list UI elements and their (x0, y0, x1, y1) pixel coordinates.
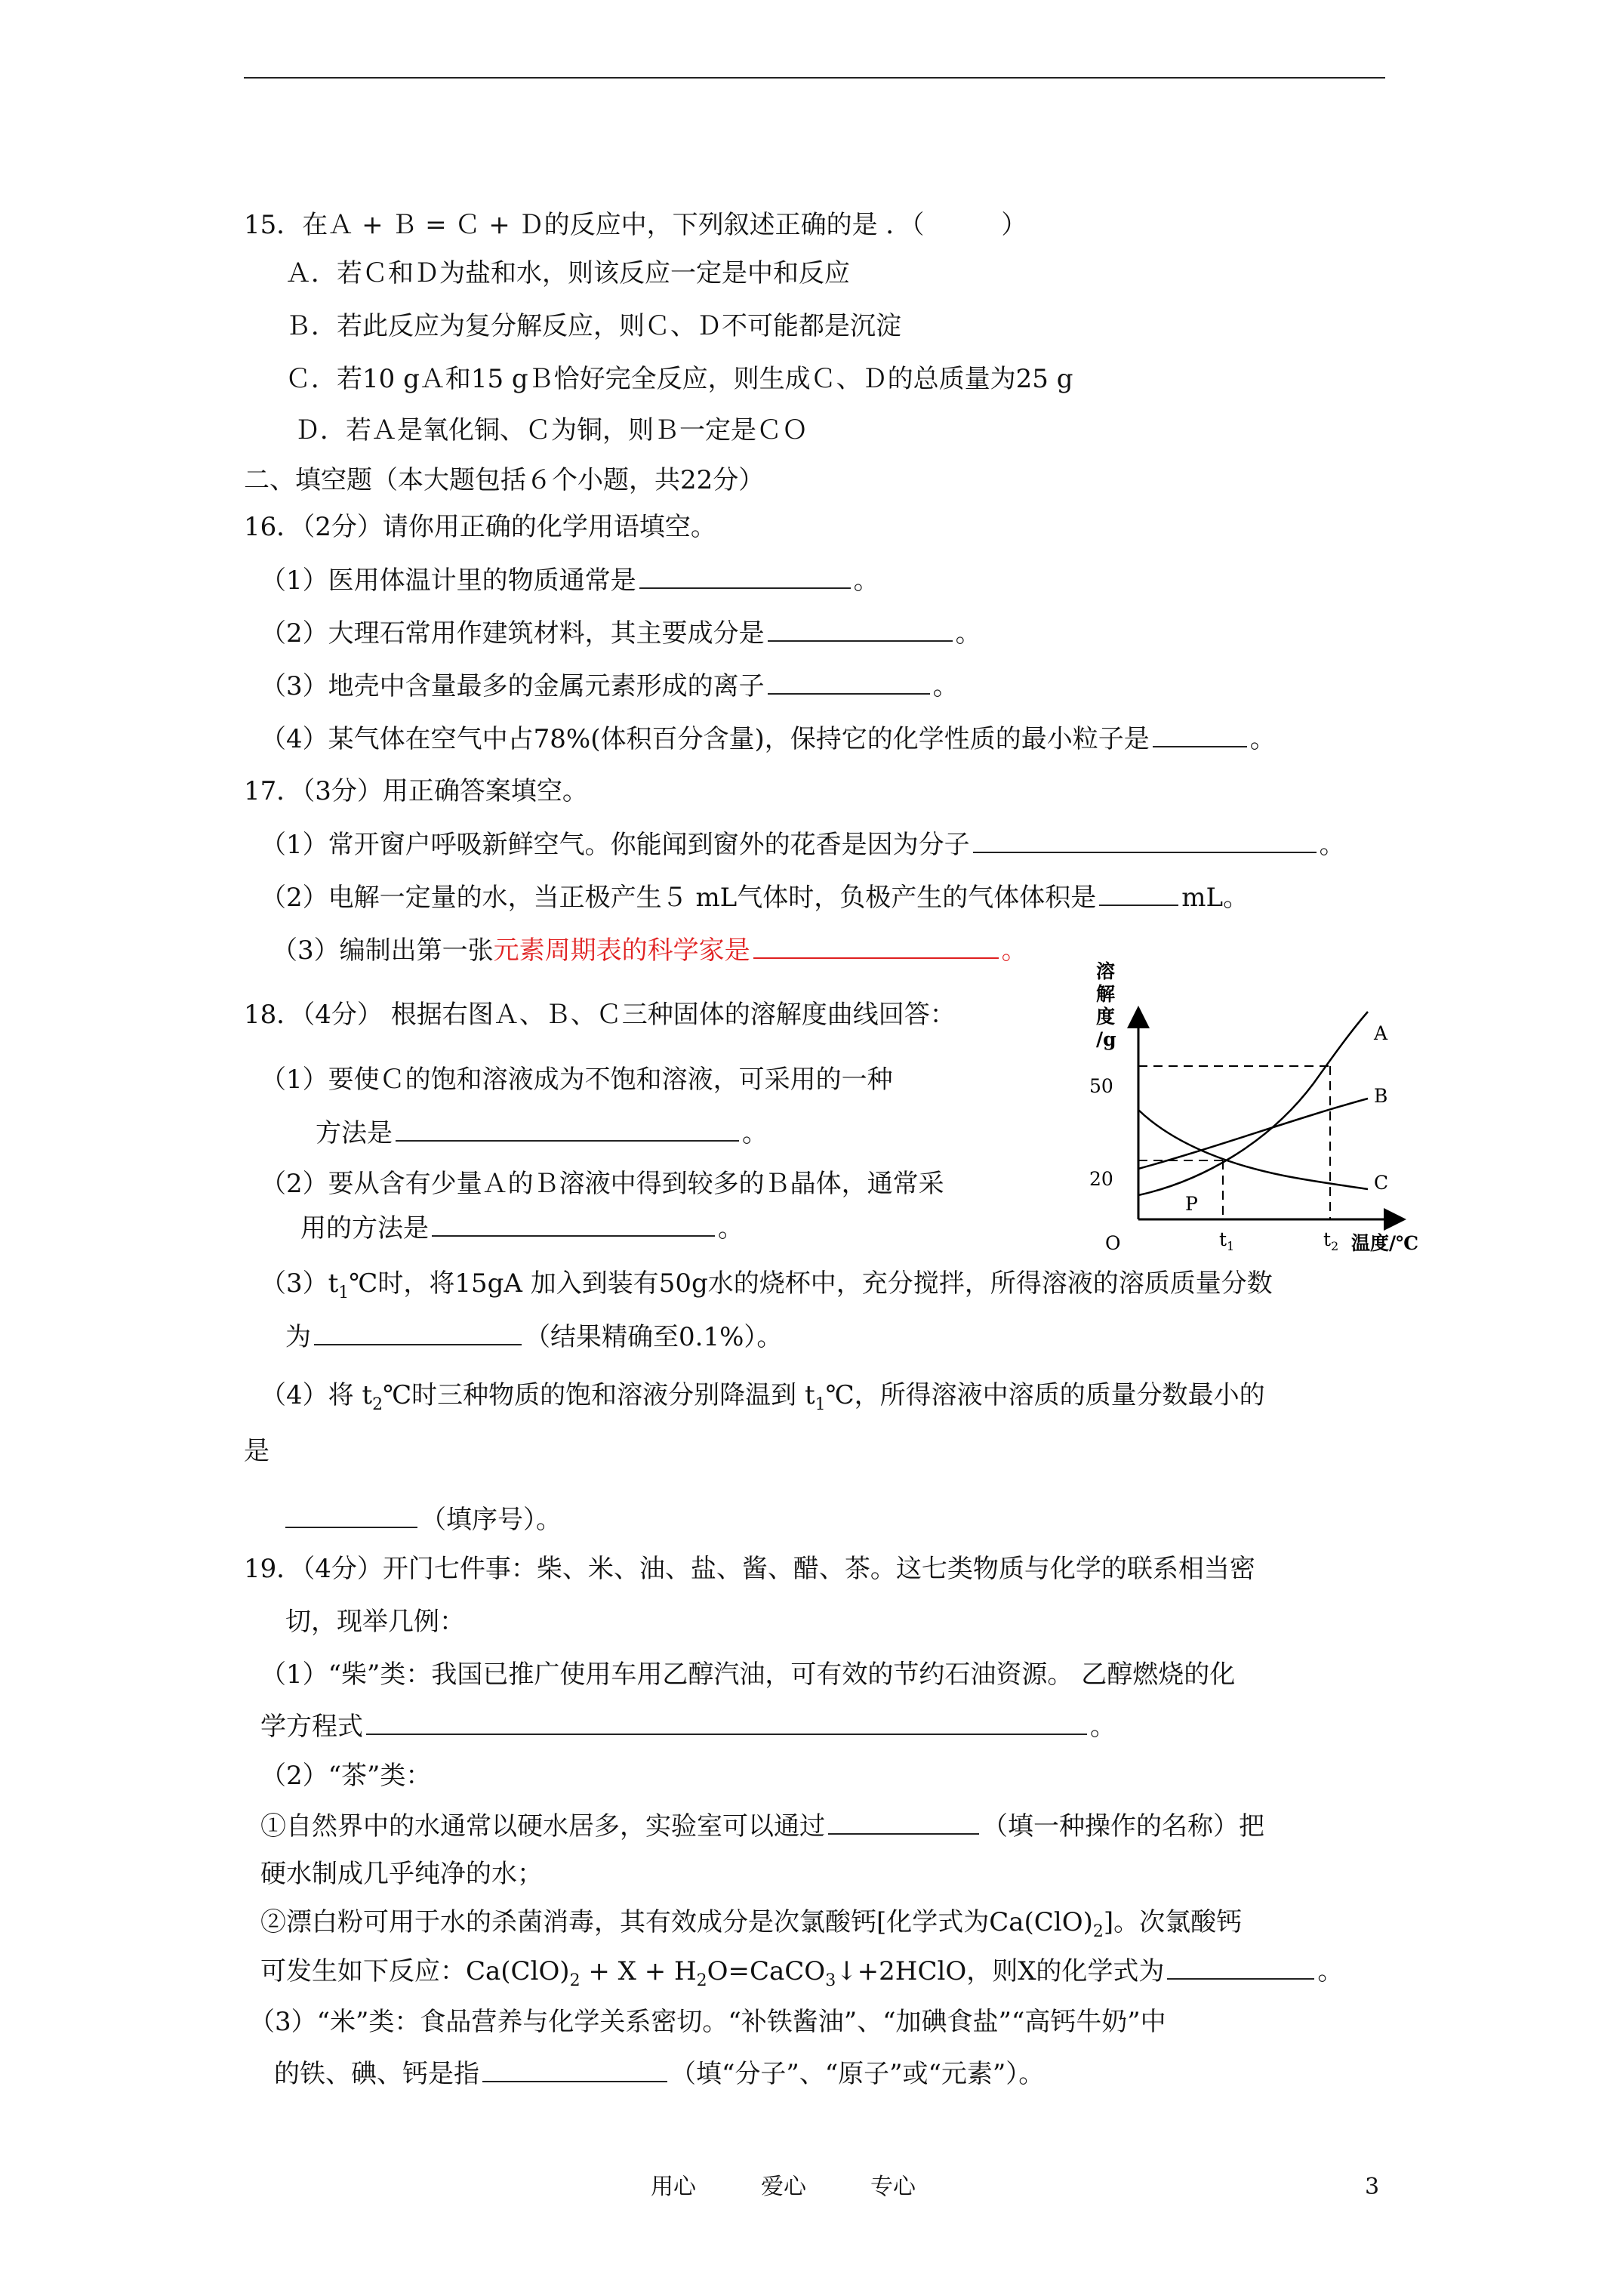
q16-stem: 16．（2分）请你用正确的化学用语填空。 (244, 512, 716, 542)
q19-sub3-line2 (274, 2057, 1044, 2091)
q18-sub4-line2: 是 (244, 1436, 269, 1466)
answer-blank[interactable] (973, 827, 1317, 853)
subscript: 1 (338, 1283, 350, 1302)
q17-sub3-highlight: 元素周期表的科学家是 (493, 935, 750, 966)
x-tick-t1: $t_1$ (1219, 1228, 1235, 1253)
q16-sub4-text: （4）某气体在空气中占78%(体积百分含量)，保持它的化学性质的最小粒子是 (260, 724, 1150, 754)
period: 。 (1319, 830, 1345, 860)
curve-label-b: B (1374, 1085, 1388, 1107)
point-p-label: P (1185, 1193, 1198, 1215)
q17-stem: 17．（3分）用正确答案填空。 (244, 776, 588, 806)
subscript: 3 (825, 1971, 836, 1990)
equation-part: ↓+2HClO，则X的化学式为 (836, 1956, 1165, 1986)
q18-sub4-text: （4）将 t (260, 1380, 373, 1410)
y-axis-label-char: 解 (1096, 983, 1116, 1005)
q18-sub2-line2 (300, 1211, 744, 1245)
q18-sub1-line2 (316, 1116, 768, 1150)
q19-stem-line1: 19．（4分）开门七件事：柴、米、油、盐、酱、醋、茶。这七类物质与化学的联系相当密 (244, 1554, 1255, 1584)
q19-sub2-item1-text-b: （填一种操作的名称）把 (982, 1811, 1264, 1841)
q19-sub2-item1-line1 (260, 1809, 1264, 1843)
q17-sub3 (272, 933, 1027, 967)
q18-sub4-line1 (260, 1379, 1265, 1422)
q19-sub3-text: 的铁、碘、钙是指 (274, 2059, 479, 2089)
answer-blank[interactable] (828, 1809, 979, 1835)
q19-sub3-line1: （3）“米”类：食品营养与化学关系密切。“补铁酱油”、“加碘食盐”“高钙牛奶”中 (249, 2007, 1166, 2037)
q15-option-b: Ｂ．若此反应为复分解反应，则Ｃ、Ｄ不可能都是沉淀 (285, 311, 901, 341)
footer-text-2: 爱心 (761, 2174, 806, 2200)
answer-blank[interactable] (639, 563, 851, 589)
q19-sub2-item1-line2: 硬水制成几乎纯净的水； (260, 1859, 543, 1889)
header-rule (244, 77, 1385, 79)
q18-sub3-text-b: ℃时，将15gA 加入到装有50g水的烧杯中，充分搅拌，所得溶液的溶质质量分数 (349, 1268, 1273, 1299)
period: 。 (955, 618, 981, 649)
q16-sub3 (260, 669, 959, 703)
q17-unit: mL。 (1181, 883, 1249, 913)
footer-text-1: 用心 (651, 2174, 696, 2200)
q19-sub2-item2-line2 (260, 1954, 1343, 1998)
q18-sub4-text-e: （填序号）。 (420, 1505, 562, 1535)
q18-sub2-line1: （2）要从含有少量Ａ的Ｂ溶液中得到较多的Ｂ晶体，通常采 (260, 1169, 944, 1199)
solubility-curve-diagram (1087, 955, 1442, 1253)
y-axis-label-char: 度 (1096, 1006, 1116, 1028)
equation-part: + X + H (580, 1956, 697, 1986)
q19-sub1-line1: （1）“柴”类：我国已推广使用车用乙醇汽油，可有效的节约石油资源。 乙醇燃烧的化 (260, 1660, 1236, 1690)
equation-part: 可发生如下反应：Ca(ClO) (260, 1956, 570, 1986)
x-axis-label: 温度/℃ (1351, 1232, 1419, 1253)
period: 。 (932, 671, 959, 701)
q15-option-d: Ｄ．若Ａ是氧化铜、Ｃ为铜，则Ｂ一定是ＣＯ (294, 415, 808, 445)
period: 。 (1001, 935, 1027, 966)
q16-sub2 (260, 616, 981, 650)
answer-blank[interactable] (1099, 880, 1178, 906)
q17-sub2-text: （2）电解一定量的水，当正极产生５ mL气体时，负极产生的气体体积是 (260, 883, 1097, 913)
q19-sub2-item2-text-b: ]。次氯酸钙 (1103, 1907, 1243, 1937)
x-tick-t2: $t_2$ (1323, 1228, 1339, 1253)
curve-b (1138, 1099, 1368, 1169)
answer-blank[interactable] (482, 2057, 667, 2082)
origin-label: O (1105, 1232, 1121, 1253)
answer-blank[interactable] (396, 1116, 739, 1142)
subscript: 2 (372, 1395, 383, 1414)
subscript: 2 (569, 1971, 581, 1990)
answer-blank[interactable] (314, 1320, 522, 1345)
q17-sub3-text: （3）编制出第一张 (272, 935, 494, 966)
q19-sub2-item2-text: ②漂白粉可用于水的杀菌消毒，其有效成分是次氯酸钙[化学式为Ca(ClO) (260, 1907, 1093, 1937)
q18-stem: 18．（4分） 根据右图Ａ、Ｂ、Ｃ三种固体的溶解度曲线回答： (244, 1000, 956, 1030)
q18-sub3-text-d: （结果精确至0.1%）。 (525, 1322, 783, 1352)
q19-sub3-text-c: （填“分子”、“原子”或“元素”）。 (670, 2059, 1045, 2089)
q16-sub1 (260, 563, 879, 597)
q19-stem-line2: 切，现举几例： (285, 1607, 465, 1637)
answer-blank[interactable] (285, 1502, 417, 1528)
q17-sub1-text: （1）常开窗户呼吸新鲜空气。你能闻到窗外的花香是因为分子 (260, 830, 970, 860)
curve-label-a: A (1374, 1022, 1388, 1044)
answer-blank[interactable] (753, 933, 999, 959)
answer-blank[interactable] (1153, 722, 1247, 747)
q19-sub1-text: 学方程式 (260, 1712, 363, 1742)
equation-part: O=CaCO (707, 1956, 826, 1986)
y-axis-label-char: 溶 (1096, 960, 1116, 982)
answer-blank[interactable] (432, 1211, 715, 1237)
q17-sub1 (260, 827, 1345, 861)
curve-label-c: C (1374, 1172, 1389, 1194)
subscript: 1 (815, 1395, 826, 1414)
period: 。 (718, 1213, 744, 1244)
y-tick-20: 20 (1089, 1168, 1113, 1190)
subscript: 2 (1092, 1922, 1104, 1941)
q16-sub3-text: （3）地壳中含量最多的金属元素形成的离子 (260, 671, 765, 701)
period: 。 (1317, 1956, 1344, 1986)
y-tick-50: 50 (1089, 1075, 1113, 1097)
q17-sub2 (260, 880, 1249, 914)
subscript: 2 (696, 1971, 707, 1990)
q19-sub2-heading: （2）“茶”类： (260, 1761, 432, 1791)
q19-sub2-item2-line1 (260, 1906, 1242, 1949)
q15-option-a: Ａ．若Ｃ和Ｄ为盐和水，则该反应一定是中和反应 (285, 258, 850, 288)
q15-stem: 15．在Ａ + Ｂ = Ｃ + Ｄ的反应中，下列叙述正确的是 ．（ ） (244, 210, 1027, 240)
q18-sub3-line1 (260, 1267, 1273, 1310)
q18-sub1-text: 方法是 (316, 1118, 393, 1148)
period: 。 (742, 1118, 768, 1148)
q19-sub1-line2 (260, 1709, 1116, 1743)
q16-sub2-text: （2）大理石常用作建筑材料，其主要成分是 (260, 618, 765, 649)
q15-option-c: Ｃ．若10 gＡ和15 gＢ恰好完全反应，则生成Ｃ、Ｄ的总质量为25 g (285, 364, 1073, 394)
footer-text-3: 专心 (870, 2174, 916, 2200)
section-heading: 二、填空题（本大题包括６个小题，共22分） (244, 465, 765, 495)
answer-blank[interactable] (768, 669, 930, 695)
curve-c (1138, 1110, 1368, 1189)
q18-sub4-text-b: ℃时三种物质的饱和溶液分别降温到 t (383, 1380, 815, 1410)
answer-blank[interactable] (1167, 1954, 1314, 1980)
q16-sub4 (260, 722, 1276, 756)
q18-sub3-line2 (285, 1320, 782, 1354)
q18-sub4-text-c: ℃，所得溶液中溶质的质量分数最小的 (825, 1380, 1265, 1410)
period: 。 (1249, 724, 1276, 754)
q18-sub3-text-c: 为 (285, 1322, 311, 1352)
q18-sub1-line1: （1）要使Ｃ的饱和溶液成为不饱和溶液，可采用的一种 (260, 1065, 893, 1095)
page-number: 3 (1365, 2174, 1380, 2200)
y-axis-label-char: /g (1096, 1028, 1116, 1050)
answer-blank[interactable] (366, 1709, 1087, 1735)
q19-sub2-item1-text: ①自然界中的水通常以硬水居多，实验室可以通过 (260, 1811, 825, 1841)
q18-sub3-text: （3）t (260, 1268, 339, 1299)
q18-sub4-line3 (285, 1502, 562, 1536)
period: 。 (1090, 1712, 1116, 1742)
answer-blank[interactable] (768, 616, 953, 642)
q16-sub1-text: （1）医用体温计里的物质通常是 (260, 566, 636, 596)
q18-sub2-text: 用的方法是 (300, 1213, 429, 1244)
period: 。 (853, 566, 879, 596)
